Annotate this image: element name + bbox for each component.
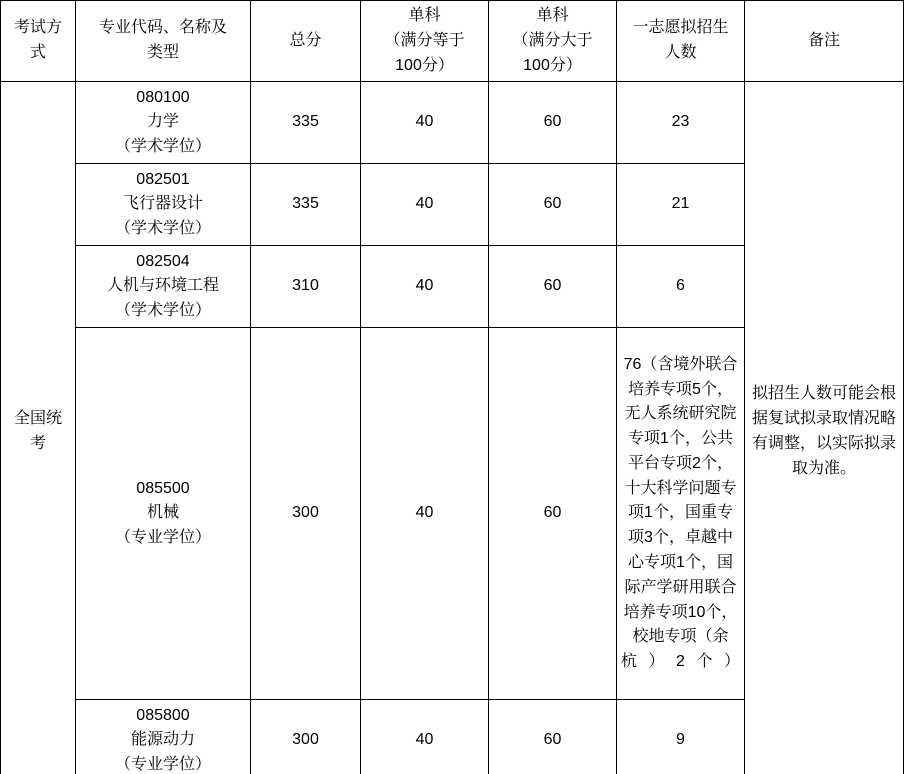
cell-planned-enrollment: 21 <box>617 164 745 246</box>
cell-single-le-100: 40 <box>361 164 489 246</box>
cell-total-score: 335 <box>251 164 361 246</box>
cell-single-le-100: 40 <box>361 82 489 164</box>
header-single-gt-100: 单科 （满分大于 100分） <box>489 1 617 82</box>
cell-single-le-100: 40 <box>361 328 489 700</box>
cell-remark: 拟招生人数可能会根据复试拟录取情况略有调整，以实际拟录取为准。 <box>745 82 904 774</box>
header-major: 专业代码、名称及 类型 <box>76 1 251 82</box>
header-exam-mode: 考试方 式 <box>1 1 76 82</box>
header-total-score: 总分 <box>251 1 361 82</box>
cell-planned-enrollment: 9 <box>617 700 745 774</box>
cell-single-le-100: 40 <box>361 700 489 774</box>
cell-total-score: 300 <box>251 700 361 774</box>
cell-major: 085800 能源动力 （专业学位） <box>76 700 251 774</box>
cell-single-gt-100: 60 <box>489 164 617 246</box>
table-row <box>1 82 904 164</box>
cell-planned-enrollment: 6 <box>617 246 745 328</box>
cell-single-le-100: 40 <box>361 246 489 328</box>
cell-major: 085500 机械 （专业学位） <box>76 328 251 700</box>
cell-major: 082501 飞行器设计 （学术学位） <box>76 164 251 246</box>
header-single-le-100: 单科 （满分等于 100分） <box>361 1 489 82</box>
cell-exam-mode: 全国统 考 <box>1 82 76 774</box>
cell-major: 082504 人机与环境工程 （学术学位） <box>76 246 251 328</box>
cell-single-gt-100: 60 <box>489 82 617 164</box>
header-remark: 备注 <box>745 1 904 82</box>
cell-planned-enrollment: 23 <box>617 82 745 164</box>
cell-total-score: 335 <box>251 82 361 164</box>
cell-major: 080100 力学 （学术学位） <box>76 82 251 164</box>
cell-total-score: 300 <box>251 328 361 700</box>
cell-single-gt-100: 60 <box>489 700 617 774</box>
header-planned-enrollment: 一志愿拟招生 人数 <box>617 1 745 82</box>
table-header-row <box>1 1 904 82</box>
cell-single-gt-100: 60 <box>489 246 617 328</box>
cell-single-gt-100: 60 <box>489 328 617 700</box>
cell-planned-enrollment: 76（含境外联合培养专项5个，无人系统研究院专项1个，公共平台专项2个，十大科学问题专项1个，国重专项3个，卓越中心专项1个，国际产学研用联合培养专项10个，校地专项（余杭）2个） <box>617 328 745 700</box>
cell-total-score: 310 <box>251 246 361 328</box>
